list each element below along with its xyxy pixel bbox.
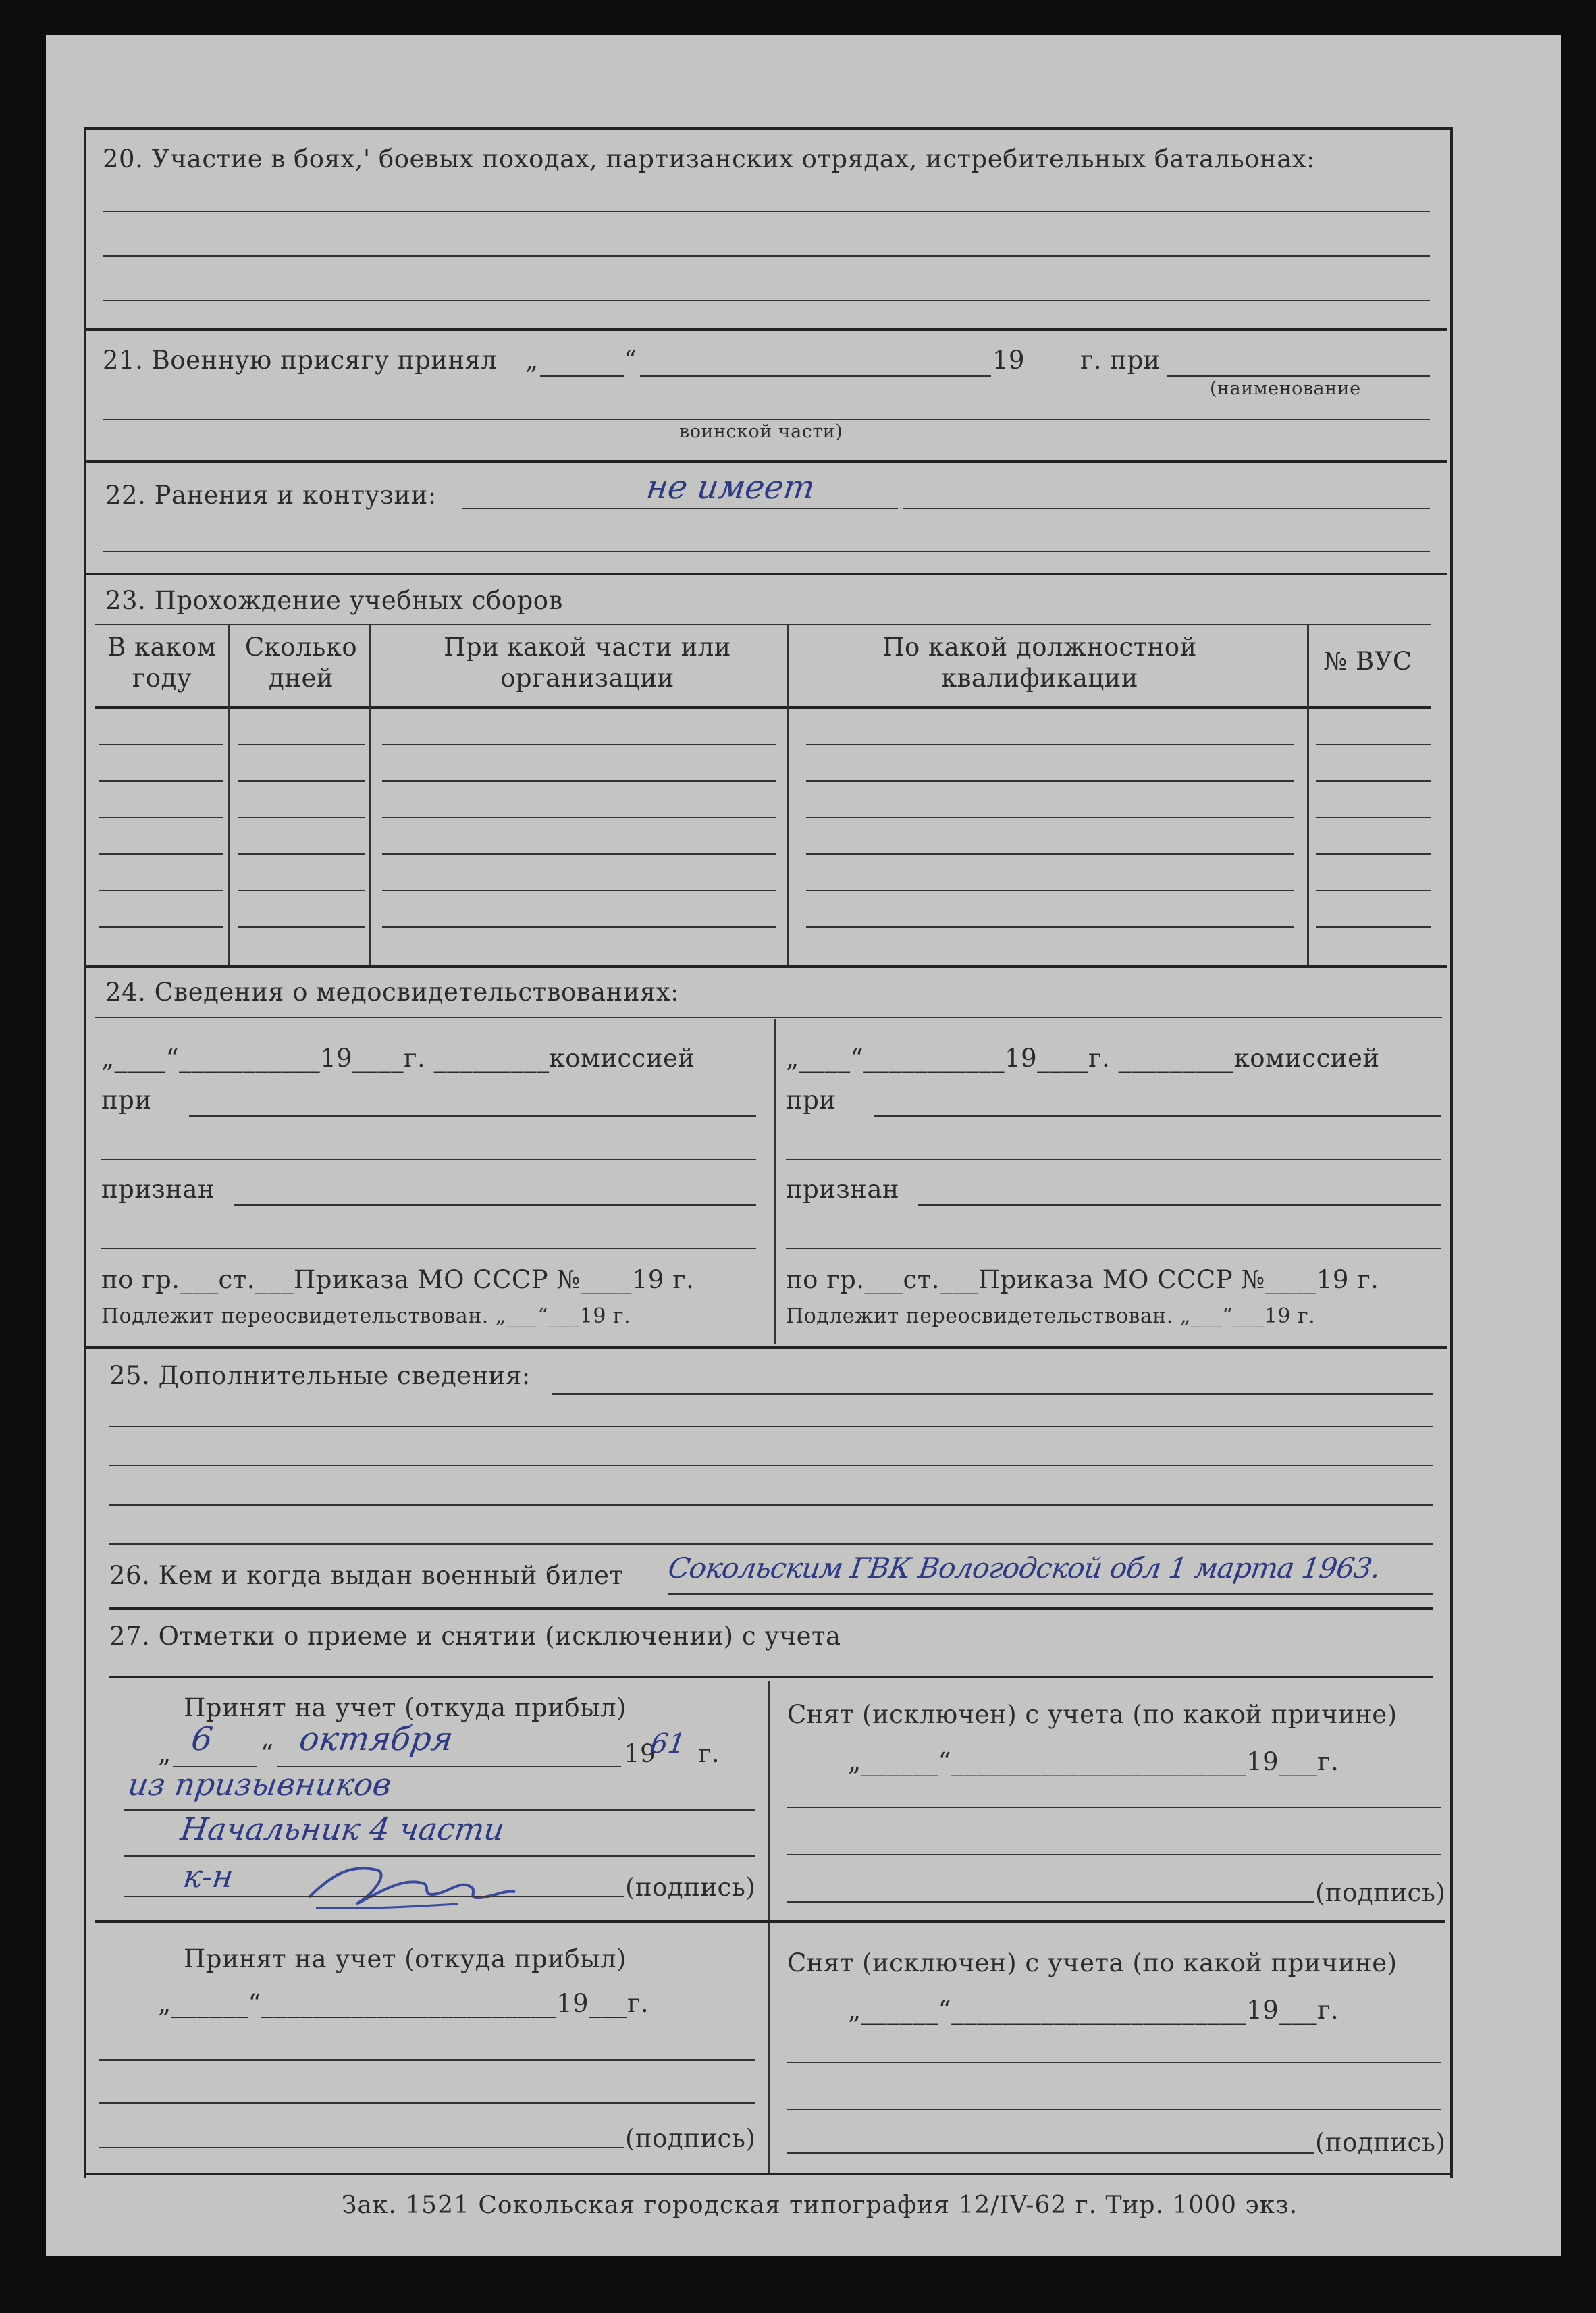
section-divider bbox=[86, 328, 1447, 331]
col-header-days: Сколько дней bbox=[244, 633, 358, 693]
section-20-line bbox=[103, 211, 1430, 212]
form-bottom-line bbox=[84, 2173, 1450, 2175]
accepted-line-3 bbox=[99, 2059, 755, 2061]
table-row-line bbox=[806, 744, 1294, 745]
med-left-recheck: Подлежит переосвидетельствован. „___“___19 г. bbox=[101, 1304, 631, 1328]
col-header-vus: № ВУС bbox=[1323, 647, 1412, 676]
med-right-line bbox=[786, 1248, 1441, 1249]
section-23-label: 23. Прохождение учебных сборов bbox=[105, 586, 563, 615]
med-left-order: по гр.___ст.___Приказа МО СССР №____19 г. bbox=[101, 1265, 695, 1294]
table-row-line bbox=[806, 817, 1294, 818]
signature-label-4: (подпись) bbox=[1315, 2128, 1446, 2157]
table-row-line bbox=[99, 890, 223, 891]
table-row-line bbox=[382, 780, 776, 782]
accepted-day-1: 6 bbox=[189, 1720, 215, 1758]
table-row-line bbox=[1316, 926, 1431, 928]
table-row-line bbox=[99, 744, 223, 745]
signature-line-1 bbox=[124, 1896, 624, 1897]
signature-line-4 bbox=[787, 2152, 1314, 2154]
section-divider bbox=[109, 1607, 1433, 1610]
med-right-pri: при bbox=[786, 1086, 836, 1115]
printer-footer: Зак. 1521 Сокольская городская типография 12/IV-62 г. Тир. 1000 экз. bbox=[342, 2191, 1298, 2219]
med-right-line bbox=[918, 1204, 1441, 1206]
accepted-title-1: Принят на учет (откуда прибыл) bbox=[184, 1693, 627, 1722]
table-col-line bbox=[787, 624, 789, 965]
table-row-line bbox=[382, 853, 776, 855]
table-col-line bbox=[1307, 624, 1309, 965]
table-row-line bbox=[382, 926, 776, 928]
oath-day-line bbox=[540, 375, 624, 377]
removed-title-1: Снят (исключен) с учета (по какой причине) bbox=[787, 1700, 1398, 1729]
table-row-line bbox=[238, 926, 365, 928]
extra-line bbox=[109, 1426, 1433, 1427]
oath-note-unit: воинской части) bbox=[679, 421, 843, 442]
med-right-line bbox=[874, 1115, 1441, 1117]
extra-line bbox=[109, 1543, 1433, 1545]
military-id-issued: Сокольским ГВК Вологодской обл 1 марта 1963. bbox=[666, 1551, 1383, 1585]
table-row-line bbox=[806, 926, 1294, 928]
accepted-title-2: Принят на учет (откуда прибыл) bbox=[184, 1944, 627, 1973]
oath-year-prefix: 19 bbox=[992, 346, 1026, 375]
accepted-line-4 bbox=[99, 2102, 755, 2104]
table-top-line bbox=[95, 624, 1431, 625]
table-row-line bbox=[806, 780, 1294, 782]
removed-title-2: Снят (исключен) с учета (по какой причине) bbox=[787, 1948, 1398, 1977]
table-row-line bbox=[1316, 853, 1431, 855]
section-21-label: 21. Военную присягу принял bbox=[103, 346, 498, 375]
extra-line bbox=[109, 1465, 1433, 1466]
section-24-top-line bbox=[95, 1017, 1442, 1018]
med-right-order: по гр.___ст.___Приказа МО СССР №____19 г. bbox=[786, 1265, 1379, 1294]
wounds-line-3 bbox=[103, 551, 1430, 552]
table-row-line bbox=[99, 780, 223, 782]
section-divider bbox=[86, 573, 1447, 575]
med-right-recheck: Подлежит переосвидетельствован. „___“___19 г. bbox=[786, 1304, 1316, 1328]
oath-note-name: (наименование bbox=[1210, 378, 1361, 399]
wounds-value: не имеет bbox=[644, 469, 818, 506]
section-26-label: 26. Кем и когда выдан военный билет bbox=[109, 1561, 624, 1590]
med-right-priznan: признан bbox=[786, 1175, 900, 1204]
removed-line-2 bbox=[787, 1854, 1441, 1855]
signature-line-2 bbox=[787, 1901, 1314, 1903]
oath-unit-line-2 bbox=[103, 419, 1430, 420]
section-divider bbox=[86, 965, 1447, 968]
accepted-rank-1: к-н bbox=[181, 1858, 236, 1894]
accepted-date-2: „______“_______________________19___г. bbox=[158, 1989, 649, 2018]
signature-label-2: (подпись) bbox=[1315, 1878, 1446, 1907]
accepted-date-quote-1: „ bbox=[158, 1739, 171, 1768]
extra-line bbox=[552, 1393, 1433, 1395]
wounds-line bbox=[462, 508, 898, 509]
extra-line bbox=[109, 1504, 1433, 1506]
section-27-top-line bbox=[109, 1676, 1433, 1678]
signature-line-3 bbox=[99, 2147, 624, 2148]
med-left-line bbox=[189, 1115, 756, 1117]
oath-g-pri: г. при bbox=[1080, 346, 1161, 375]
removed-line-3 bbox=[787, 2062, 1441, 2063]
removed-date-2: „______“_______________________19___г. bbox=[848, 1996, 1339, 2025]
accepted-date-quote-close-1: “ bbox=[261, 1739, 274, 1768]
table-row-line bbox=[99, 853, 223, 855]
med-left-line bbox=[101, 1159, 756, 1160]
table-col-line bbox=[369, 624, 371, 965]
med-left-line bbox=[234, 1204, 756, 1206]
med-right-row1: „____“___________19____г. _________комиссией bbox=[786, 1044, 1380, 1073]
accepted-month-1: октября bbox=[297, 1720, 456, 1758]
signature-scribble bbox=[302, 1850, 518, 1915]
accepted-from-1: из призывников bbox=[126, 1766, 394, 1803]
section-22-label: 22. Ранения и контузии: bbox=[105, 481, 437, 510]
section-20-line bbox=[103, 255, 1430, 257]
removed-line-4 bbox=[787, 2109, 1441, 2110]
table-row-line bbox=[238, 744, 365, 745]
table-row-line bbox=[238, 890, 365, 891]
section-20-line bbox=[103, 300, 1430, 301]
col-header-year: В каком году bbox=[107, 633, 217, 693]
section-24-label: 24. Сведения о медосвидетельствованиях: bbox=[105, 978, 680, 1007]
table-row-line bbox=[382, 817, 776, 818]
med-left-pri: при bbox=[101, 1086, 152, 1115]
oath-unit-line bbox=[1167, 375, 1430, 377]
table-col-line bbox=[228, 624, 230, 965]
section-divider bbox=[86, 1346, 1447, 1349]
section-divider bbox=[86, 460, 1447, 463]
accepted-year-g-1: г. bbox=[698, 1739, 720, 1768]
table-row-line bbox=[1316, 744, 1431, 745]
section-25-label: 25. Дополнительные сведения: bbox=[109, 1361, 531, 1390]
table-row-line bbox=[238, 853, 365, 855]
military-id-line bbox=[668, 1593, 1433, 1595]
signature-label-1: (подпись) bbox=[625, 1873, 756, 1902]
section-24-divider bbox=[774, 1019, 776, 1344]
med-left-priznan: признан bbox=[101, 1175, 215, 1204]
table-row-line bbox=[99, 817, 223, 818]
table-header-bottom bbox=[95, 706, 1431, 709]
med-left-row1: „____“___________19____г. _________комиссией bbox=[101, 1044, 695, 1073]
section-20-label: 20. Участие в боях,' боевых походах, партизанских отрядах, истребительных батальонах: bbox=[103, 144, 1316, 174]
table-row-line bbox=[1316, 780, 1431, 782]
med-right-line bbox=[786, 1159, 1441, 1160]
table-row-line bbox=[238, 780, 365, 782]
table-row-line bbox=[1316, 890, 1431, 891]
section-27-label: 27. Отметки о приеме и снятии (исключении) с учета bbox=[109, 1622, 841, 1651]
col-header-unit: При какой части или организации bbox=[444, 633, 731, 693]
accepted-chief-1: Начальник 4 части bbox=[178, 1811, 507, 1847]
accepted-year-prefix-1: 19 bbox=[624, 1739, 657, 1768]
table-row-line bbox=[806, 890, 1294, 891]
removed-date-1: „______“_______________________19___г. bbox=[848, 1747, 1339, 1776]
oath-quote-close: “ bbox=[624, 346, 637, 375]
oath-month-line bbox=[640, 375, 991, 377]
oath-quote-open: „ bbox=[525, 346, 539, 375]
table-row-line bbox=[99, 926, 223, 928]
section-27-mid-line bbox=[95, 1920, 1445, 1923]
table-row-line bbox=[382, 890, 776, 891]
signature-label-3: (подпись) bbox=[625, 2124, 756, 2153]
wounds-line-2 bbox=[903, 508, 1430, 509]
table-row-line bbox=[806, 853, 1294, 855]
removed-line-1 bbox=[787, 1807, 1441, 1808]
col-header-qualification: По какой должностной квалификации bbox=[882, 633, 1197, 693]
accepted-year-1: 61 bbox=[648, 1728, 688, 1759]
table-row-line bbox=[238, 817, 365, 818]
table-row-line bbox=[382, 744, 776, 745]
section-27-divider bbox=[768, 1681, 770, 2174]
table-row-line bbox=[1316, 817, 1431, 818]
med-left-line bbox=[101, 1248, 756, 1249]
